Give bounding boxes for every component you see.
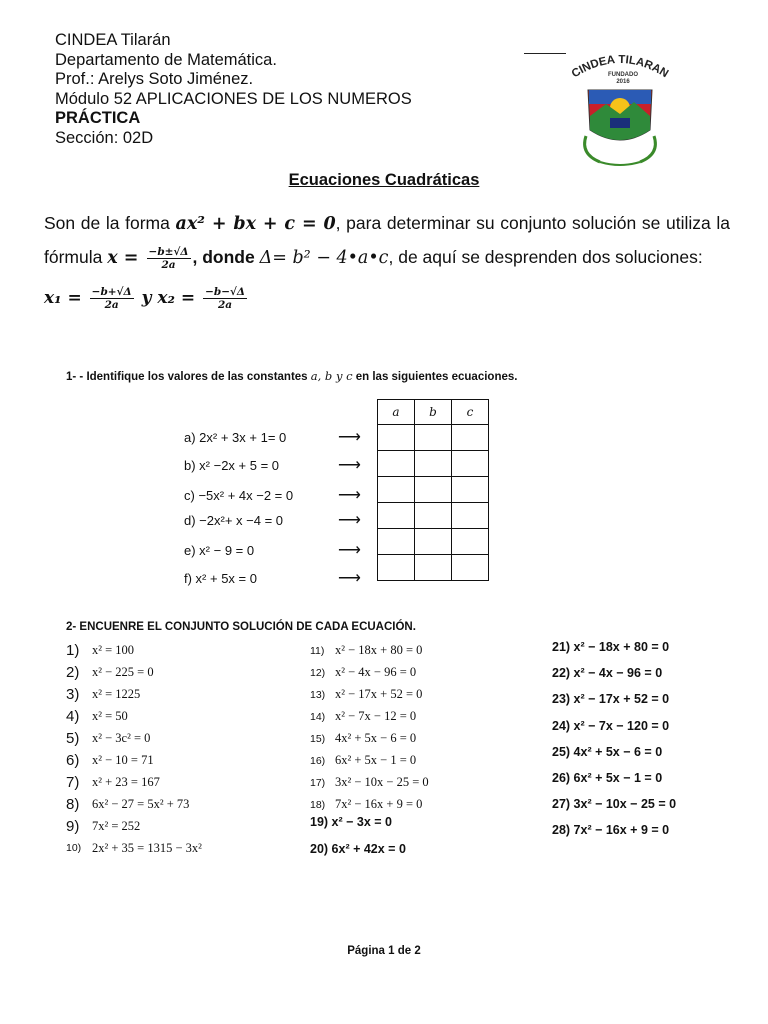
exercise-number: 1): [66, 642, 80, 659]
page-number: Página 1 de 2: [347, 945, 421, 957]
q1-equation: a) 2x² + 3x + 1= 0: [184, 430, 287, 445]
exercise-item: 24) x² − 7x − 120 = 0: [552, 719, 670, 733]
exercise-item: 27) 3x² − 10x − 25 = 0: [552, 797, 677, 811]
table-row: [378, 477, 489, 503]
table-row: [378, 529, 489, 555]
discriminant-formula: Δ= b² − 4•a•c: [259, 248, 389, 268]
q1-equation: f) x² + 5x = 0: [184, 571, 257, 586]
logo-title-text: CINDEA TILARAN: [569, 53, 671, 81]
exercise-number: 14): [310, 711, 326, 723]
exercise-equation: x² − 3c² = 0: [92, 731, 151, 745]
arrow-icon: ⟶: [338, 570, 361, 587]
formula-numerator: −b±√Δ: [148, 245, 189, 258]
answer-cell[interactable]: [415, 477, 452, 503]
intro-text-2: , para determinar su conjunto solución se utiliza la fórmula: [44, 213, 730, 267]
exercise-number: 9): [66, 818, 80, 835]
answer-cell[interactable]: [452, 477, 489, 503]
exercise-number: 18): [310, 799, 326, 811]
exercise-equation: x² − 4x − 96 = 0: [335, 665, 417, 679]
document-type: PRÁCTICA: [55, 109, 141, 127]
answer-cell[interactable]: [415, 425, 452, 451]
answer-cell[interactable]: [378, 451, 415, 477]
x2-numerator: −b−√Δ: [205, 286, 246, 298]
arrow-icon: ⟶: [338, 487, 361, 504]
exercise-number: 16): [310, 755, 326, 767]
formula-x: x =: [107, 248, 145, 268]
exercise-equation: 7x² = 252: [92, 819, 141, 833]
formula-denominator: 2a: [161, 258, 176, 271]
table-row: [378, 503, 489, 529]
arrow-icon: ⟶: [338, 512, 361, 529]
answer-cell[interactable]: [415, 555, 452, 581]
exercise-number: 5): [66, 730, 80, 747]
x1-fraction: [90, 286, 134, 311]
q1-equation: d) −2x²+ x −4 = 0: [184, 513, 284, 528]
exercise-equation: 4x² + 5x − 6 = 0: [335, 731, 417, 745]
exercise-equation: 6x² + 5x − 1 = 0: [335, 753, 417, 767]
table-row: [378, 555, 489, 581]
answer-cell[interactable]: [452, 425, 489, 451]
table-header-row: [378, 400, 489, 425]
answer-cell[interactable]: [415, 529, 452, 555]
answer-cell[interactable]: [378, 425, 415, 451]
answer-cell[interactable]: [378, 555, 415, 581]
x1-denominator: 2a: [104, 299, 119, 311]
section-label: Sección: 02D: [55, 128, 154, 147]
q1-equation: c) −5x² + 4x −2 = 0: [184, 488, 294, 503]
exercise-number: 6): [66, 752, 80, 769]
exercise-number: 15): [310, 733, 326, 745]
exercise-equation: 6x² − 27 = 5x² + 73: [92, 797, 190, 811]
professor-name: Prof.: Arelys Soto Jiménez.: [55, 70, 254, 88]
exercise-number: 10): [66, 842, 82, 854]
exercise-equation: x² − 7x − 12 = 0: [335, 709, 417, 723]
exercise-equation: x² = 100: [92, 643, 135, 657]
exercise-equation: x² = 1225: [92, 687, 141, 701]
arrow-icon: ⟶: [338, 542, 361, 559]
exercise-number: 17): [310, 777, 326, 789]
answer-cell[interactable]: [378, 503, 415, 529]
q1-text-end: en las siguientes ecuaciones.: [352, 371, 518, 383]
exercise-equation: 2x² + 35 = 1315 − 3x²: [92, 841, 202, 855]
exercise-number: 4): [66, 708, 80, 725]
table-row: [378, 451, 489, 477]
intro-paragraph: [44, 207, 730, 275]
exercise-equation: x² − 17x + 52 = 0: [335, 687, 423, 701]
solutions-formula: [44, 286, 249, 311]
x2-label: x₂ =: [157, 287, 202, 308]
x1-numerator: −b+√Δ: [91, 286, 132, 298]
exercise-item: 21) x² − 18x + 80 = 0: [552, 640, 670, 654]
header-a: a: [378, 400, 415, 425]
exercise-item: 19) x² − 3x = 0: [310, 815, 393, 829]
intro-text-3: , donde: [192, 247, 260, 267]
exercise-equation: 3x² − 10x − 25 = 0: [335, 775, 429, 789]
logo-founded-text: FUNDADO: [608, 72, 638, 78]
exercise-item: 23) x² − 17x + 52 = 0: [552, 692, 670, 706]
question-1-prompt: [66, 369, 517, 383]
general-form-equation: ax² + bx + c = 0: [175, 214, 336, 234]
x2-fraction: [203, 286, 247, 311]
school-logo: [566, 44, 674, 172]
exercise-item: 25) 4x² + 5x − 6 = 0: [552, 745, 663, 759]
exercise-number: 3): [66, 686, 80, 703]
exercise-number: 13): [310, 689, 326, 701]
exercise-number: 8): [66, 796, 80, 813]
page-title: Ecuaciones Cuadráticas: [288, 171, 480, 189]
exercise-number: 7): [66, 774, 80, 791]
q1-equation: b) x² −2x + 5 = 0: [184, 458, 280, 473]
x1-label: x₁ =: [44, 287, 88, 308]
institution-name: CINDEA Tilarán: [55, 31, 171, 49]
exercise-number: 2): [66, 664, 80, 681]
intro-text-4: , de aquí se desprenden dos soluciones:: [388, 247, 703, 267]
answer-cell[interactable]: [452, 529, 489, 555]
exercise-item: 22) x² − 4x − 96 = 0: [552, 666, 663, 680]
header-b: b: [415, 400, 452, 425]
arrow-icon: ⟶: [338, 457, 361, 474]
answer-cell[interactable]: [378, 529, 415, 555]
exercise-number: 11): [310, 645, 325, 657]
intro-text-1: Son de la forma: [44, 213, 176, 233]
and-text: y: [135, 287, 158, 308]
answer-cell[interactable]: [452, 555, 489, 581]
answer-cell[interactable]: [415, 451, 452, 477]
exercise-item: 26) 6x² + 5x − 1 = 0: [552, 771, 663, 785]
q1-vars: a, b y c: [310, 369, 353, 383]
answer-cell[interactable]: [452, 451, 489, 477]
exercise-equation: x² − 225 = 0: [92, 665, 154, 679]
x2-denominator: 2a: [218, 299, 233, 311]
exercise-equation: x² = 50: [92, 709, 128, 723]
exercise-number: 12): [310, 667, 326, 679]
answer-cell[interactable]: [452, 503, 489, 529]
arrow-icon: ⟶: [338, 429, 361, 446]
q1-text: 1- - Identifique los valores de las constantes: [66, 371, 311, 383]
constants-answer-table: [377, 399, 489, 581]
exercise-item: 28) 7x² − 16x + 9 = 0: [552, 823, 670, 837]
exercise-item: 20) 6x² + 42x = 0: [310, 842, 406, 856]
quadratic-formula-fraction: [147, 246, 191, 271]
exercise-equation: x² − 10 = 71: [92, 753, 154, 767]
module-name: Módulo 52 APLICACIONES DE LOS NUMEROS: [55, 89, 412, 108]
document-header: [55, 31, 412, 148]
answer-cell[interactable]: [415, 503, 452, 529]
signature-line: [524, 53, 566, 54]
exercise-equation: x² − 18x + 80 = 0: [335, 643, 423, 657]
question-2-prompt: 2- ENCUENRE EL CONJUNTO SOLUCIÓN DE CADA ECUACIÓN.: [66, 621, 416, 633]
table-row: [378, 425, 489, 451]
q1-equation: e) x² − 9 = 0: [184, 543, 255, 558]
exercise-equation: x² + 23 = 167: [92, 775, 160, 789]
answer-cell[interactable]: [378, 477, 415, 503]
department-name: Departamento de Matemática.: [55, 50, 277, 69]
logo-year-text: 2016: [616, 79, 630, 85]
exercise-equation: 7x² − 16x + 9 = 0: [335, 797, 423, 811]
header-c: c: [452, 400, 489, 425]
